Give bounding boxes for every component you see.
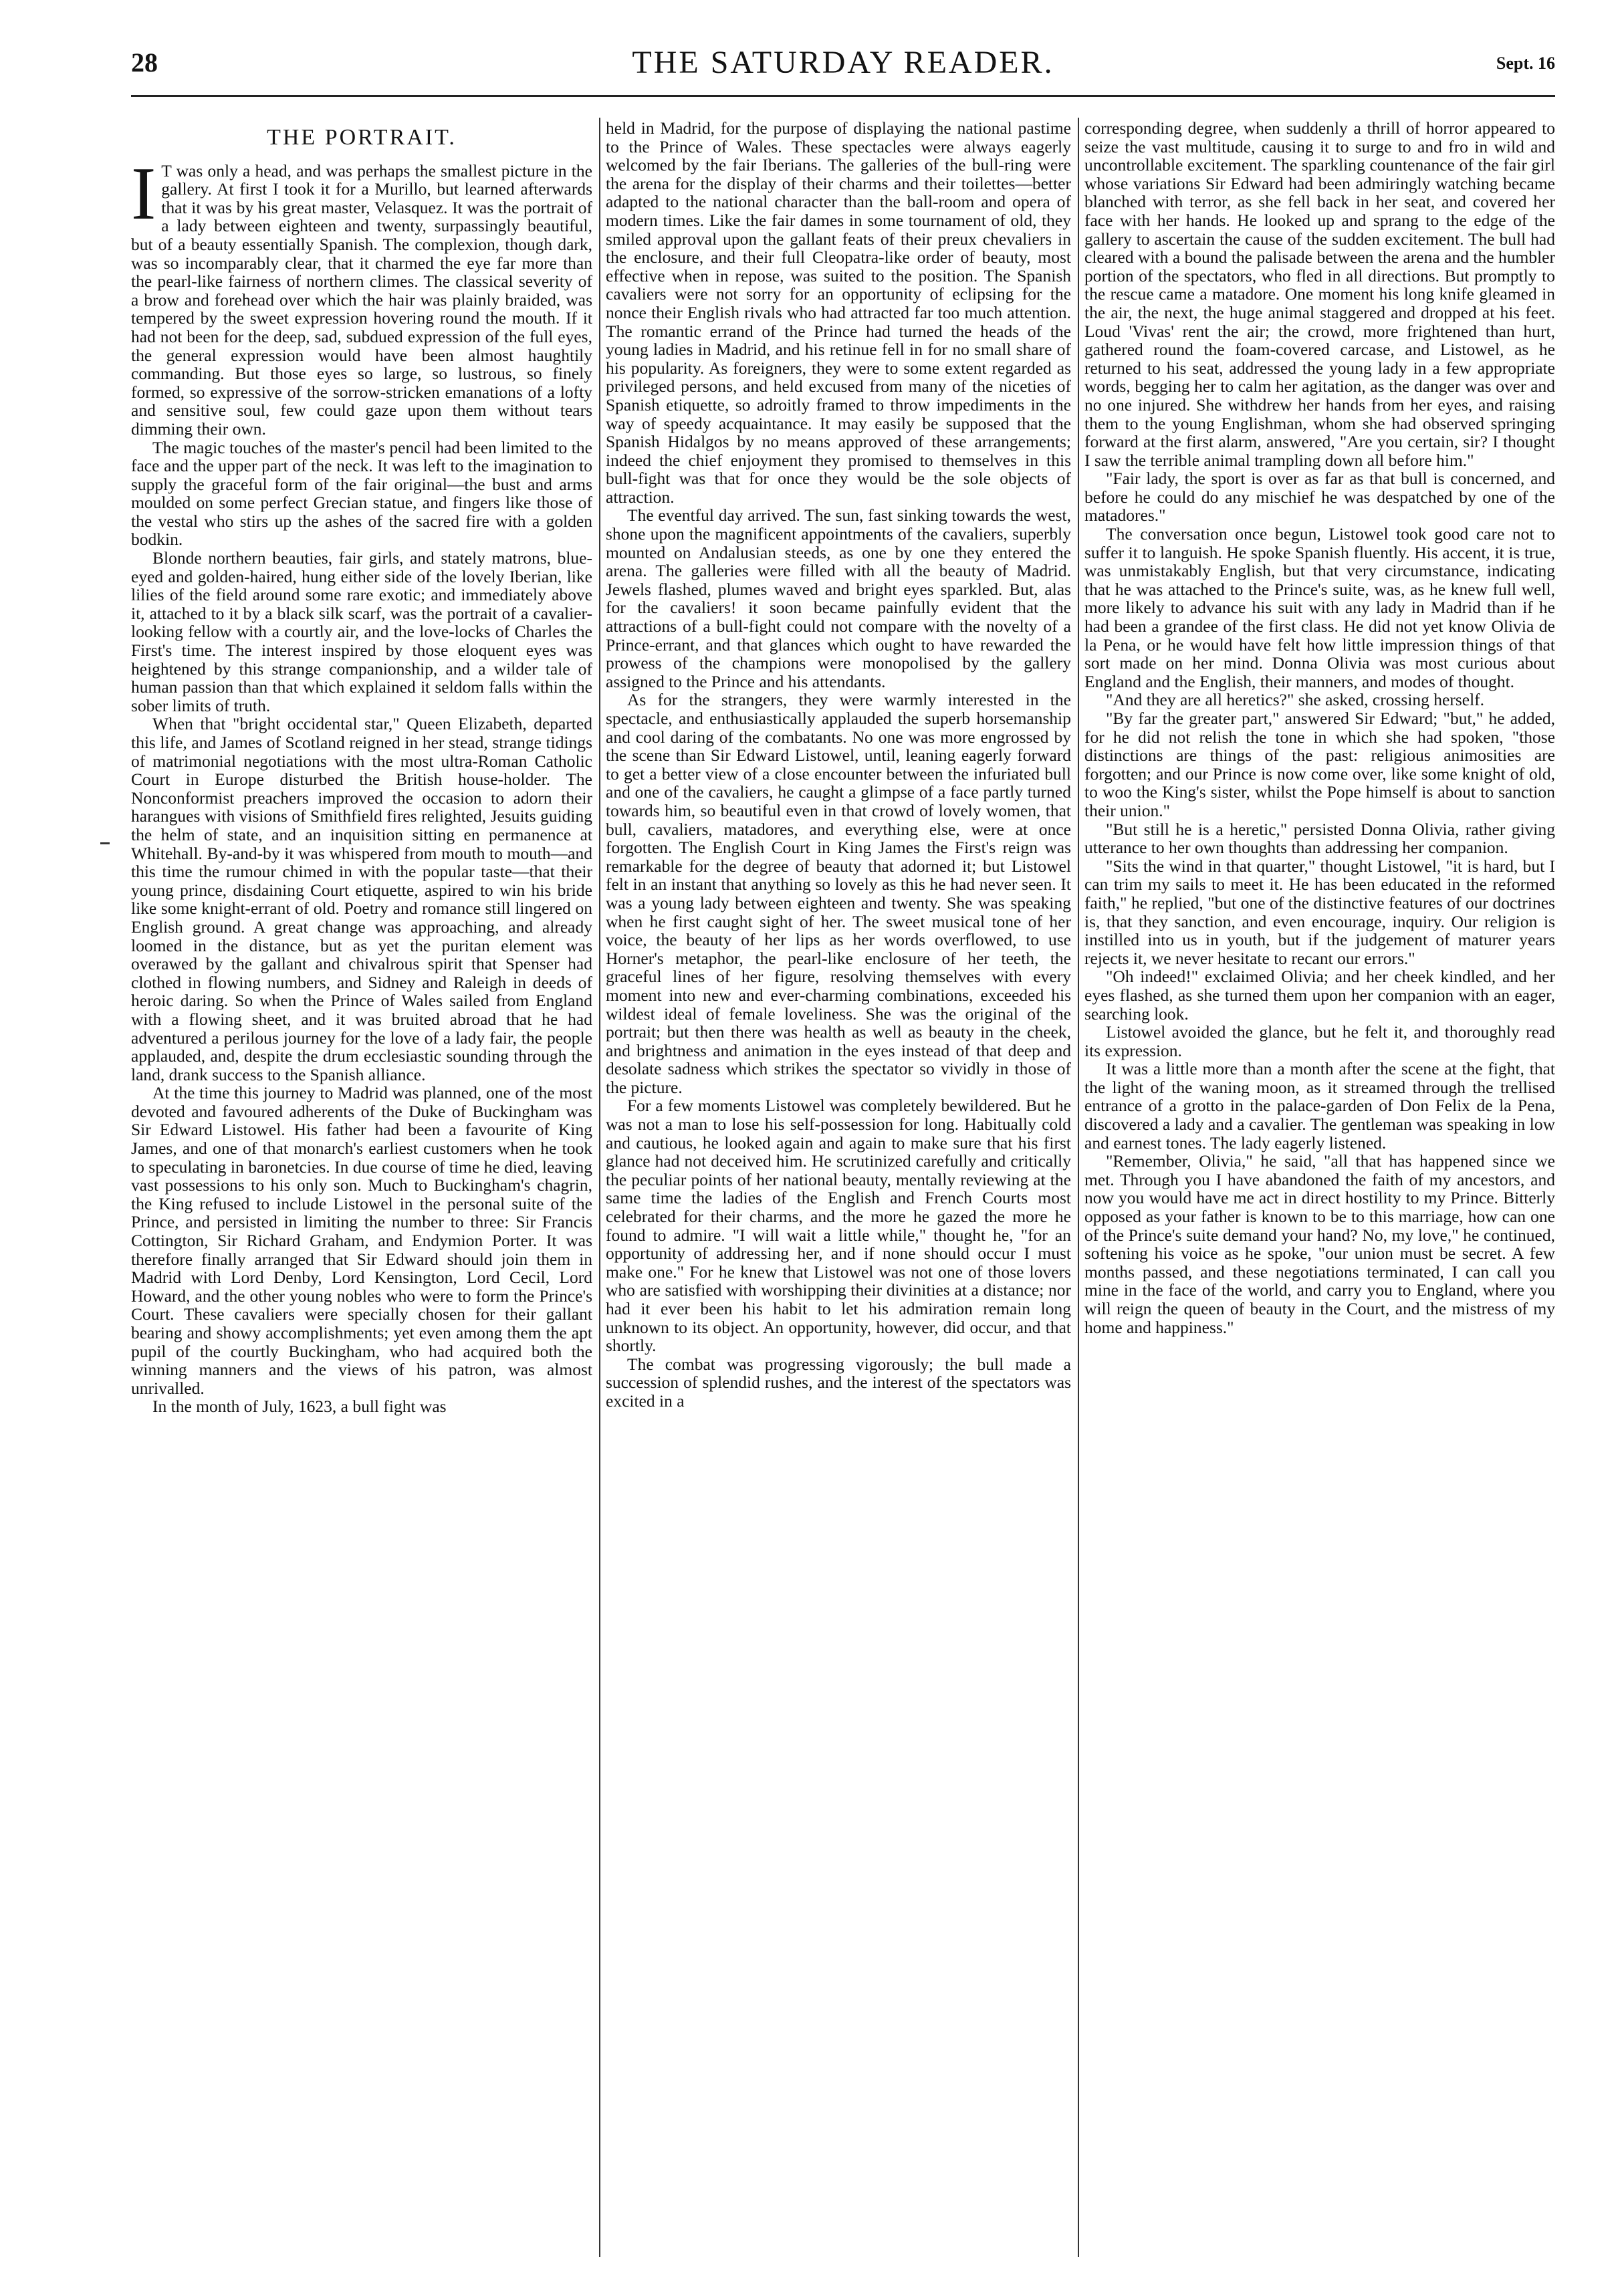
article-paragraph: "Oh indeed!" exclaimed Olivia; and her cheek kindled, and her eyes flashed, as she turned them upon her companion with an eager, searching look. (1084, 967, 1555, 1024)
column-rule (1078, 118, 1079, 2257)
column-rule (599, 118, 600, 2257)
article-paragraph: In the month of July, 1623, a bull fight was (152, 1397, 447, 1417)
article-paragraph: The combat was progressing vigorously; the bull made a succession of splendid rushes, and the interest of the spectators was excited in a (606, 1354, 1071, 1411)
article-paragraph: held in Madrid, for the purpose of displaying the national pastime to the Prince of Wales. These spectacles were always eagerly welcomed by the fair Iberians. The galleries of the bull-ring were the arena for the display of their charms and their toilettes—better adapted to the national character than the ball-room and opera of modern times. Like the fair dames in some tournament of old, they smiled approval upon the gallant feats of their preux chevaliers in the enclosure, and their full Cleopatra-like order of beauty, most effective when in repose, was suited to the position. The Spanish cavaliers were not sorry for an opportunity of eclipsing for the nonce their English rivals who had attracted far too much attention. The romantic errand of the Prince had turned the heads of the young ladies in Madrid, and his retinue fell in for no small share of his popularity. As foreigners, they were to some extent regarded as privileged persons, and held excused from many of the niceties of Spanish etiquette, so adroitly framed to throw impediments in the way of speedy acquaintance. It may easily be supposed that the Spanish Hidalgos by no means approved of these arrangements; indeed the chief enjoyment they promised to themselves in this bull-fight was that for once they would be the sole objects of attraction. (606, 119, 1071, 507)
article-paragraph (131, 152, 592, 439)
story-title: THE PORTRAIT. (267, 125, 457, 150)
article-paragraph: corresponding degree, when suddenly a thrill of horror appeared to seize the vast multitude, causing it to surge to and fro in wild and uncontrollable excitement. The sparkling countenance of the fair girl whose variations Sir Edward had been admiringly watching became blanched with terror, as she fell back in her seat, and covered her face with her hands. He looked up and sprang to the edge of the gallery to ascertain the cause of the sudden excitement. The bull had cleared with a bound the palisade between the arena and the humbler portion of the spectators, who fled in all directions. But promptly to the rescue came a matadore. One moment his long knife gleamed in the air, the next, the huge animal staggered and dropped at his feet. Loud 'Vivas' rent the air; the crowd, more frightened than hurt, gathered round the foam-covered carcase, and Listowel, as he returned to his seat, addressed the young lady in a few appropriate words, begging her to calm her agitation, as the danger was over and no one injured. She withdrew her hands from her eyes, and raising them to the young Englishman, whom she had observed springing forward at the first alarm, answered, "Are you certain, sir? I thought I saw the terrible animal trampling down all before him." (1084, 119, 1555, 470)
page-number: 28 (131, 47, 158, 78)
column-2 (606, 119, 1071, 2262)
drop-cap: I (131, 152, 156, 235)
column-3 (1084, 119, 1555, 2262)
article-paragraph: "Sits the wind in that quarter," thought Listowel, "it is hard, but I can trim my sails to meet it. He has been educated in the reformed faith," he replied, "but one of the distinctive features of our doctrines is, that they sanction, and even encourage, inquiry. Our religion is instilled into us in youth, but if the judgement of maturer years rejects it, we never hesitate to recant our errors." (1084, 856, 1555, 968)
article-paragraph: "By far the greater part," answered Sir Edward; "but," he added, for he did not relish the tone in which she had spoken, "those distinctions are things of the past: religious animosities are forgotten; and our Prince is now come over, like some knight of old, to woo the King's sister, whilst the Pope himself is about to sanction their union." (1084, 709, 1555, 820)
masthead (131, 47, 1555, 87)
article-paragraph: At the time this journey to Madrid was planned, one of the most devoted and favoured adherents of the Duke of Buckingham was Sir Edward Listowel. His father had been a favourite of King James, and one of that monarch's earliest customers when he took to speculating in baronetcies. In due course of time he died, leaving vast possessions to his only son. Much to Buckingham's chagrin, the King refused to include Listowel in the personal suite of the Prince, and persisted in limiting the number to three: Sir Francis Cottington, Sir Richard Graham, and Endymion Porter. It was therefore finally arranged that Sir Edward should join them in Madrid with Lord Denby, Lord Kensington, Lord Cecil, Lord Howard, and the other young nobles who were to form the Prince's Court. These cavaliers were specially chosen for their gallant bearing and showy accomplishments; yet even among them the apt pupil of the courtly Buckingham, who had acquired both the winning manners and the views of his patron, was almost unrivalled. (131, 1083, 592, 1398)
article-paragraph: Blonde northern beauties, fair girls, and stately matrons, blue-eyed and golden-haired, hung either side of the lovely Iberian, like lilies of the field around some rare exotic; and immediately above it, attached to it by a black silk scarf, was the portrait of a cavalier-looking fellow with a courtly air, and the love-locks of Charles the First's time. The interest inspired by those eloquent eyes was heightened by this strange companionship, and a wilder tale of human passion than that which explained it seldom falls within the sober limits of truth. (131, 548, 592, 715)
article-paragraph: The conversation once begun, Listowel took good care not to suffer it to languish. He spoke Spanish fluently. His accent, it is true, was unmistakably English, but that very circumstance, indicating that he was attached to the Prince's suite, was, as he knew full well, more likely to advance his suit with any lady in Madrid than if he had been a grandee of the first class. He did not yet know Olivia de la Pena, or he would have felt how little impression things of that sort made on her mind. Donna Olivia was most curious about England and the English, their manners, and modes of thought. (1084, 524, 1555, 691)
issue-date: Sept. 16 (1496, 53, 1555, 73)
article-paragraph: For a few moments Listowel was completely bewildered. But he was not a man to lose his self-possession for long. Habitually cold and cautious, he looked again and again to make sure that his first glance had not deceived him. He scrutinized carefully and critically the peculiar points of her national beauty, mentally reviewing at the same time the ladies of the English and French Courts most celebrated for their charms, and the more he gazed the more he found to admire. "I will wait a little while," thought he, "for an opportunity of addressing her, and if none should occur I must make one." For he knew that Listowel was not one of those lovers who are satisfied with worshipping their divinities at a distance; nor had it ever been his habit to let his admiration remain long unknown to its object. An opportunity, however, did occur, and that shortly. (606, 1096, 1071, 1356)
article-paragraph: When that "bright occidental star," Queen Elizabeth, departed this life, and James of Scotland reigned in her stead, strange tidings of matrimonial negotiations with the most ultra-Roman Catholic Court in Europe disturbed the British house-holder. The Nonconformist preachers improved the occasion to adorn their harangues with visions of Smithfield fires relighted, Jesuits guiding the helm of state, and an inquisition sitting en permanence at Whitehall. By-and-by it was whispered from mouth to mouth—and this time the rumour chimed in with the popular taste—that their young prince, disdaining Court etiquette, aspired to win his bride like some knight-errant of old. Poetry and romance still lingered on English ground. A great change was approaching, and already loomed in the distance, but as yet the puritan element was overawed by the gallant and chivalrous spirit that Spenser had clothed in flowing numbers, and Sidney and Raleigh in deeds of heroic daring. So when the Prince of Wales sailed from England with a flowing sheet, and it was bruited abroad that he had adventured a perilous journey for the love of a lady fair, the people applauded, and, despite the drum ecclesiastic sounding through the land, drank success to the Spanish alliance. (131, 714, 592, 1084)
column-1 (131, 119, 592, 2262)
paragraph-text: T was only a head, and was perhaps the smallest picture in the gallery. At first I took it for a Murillo, but learned afterwards that it was by his great master, Velasquez. It was the portrait of a lady between eighteen and twenty, surpassingly beautiful, but of a beauty essentially Spanish. The complexion, though dark, was so incomparably clear, that it charmed the eye far more than the pearl-like fairness of northern climes. The classical severity of a brow and forehead over which the hair was plainly braided, was tempered by the sweet expression hovering round the mouth. If it had not been for the deep, sad, subdued expression of the full eyes, the general expression would have been almost haughtily commanding. But those eyes so large, so lustrous, so finely formed, so expressive of the sorrow-stricken emanations of a lofty and sensitive soul, few could gaze upon them without tears dimming their own. (131, 160, 592, 439)
margin-mark (100, 842, 110, 844)
article-paragraph: The eventful day arrived. The sun, fast sinking towards the west, shone upon the magnificent appointments of the cavaliers, superbly mounted on Andalusian steeds, as one by one they entered the arena. The galleries were filled with all the beauty of Madrid. Jewels flashed, plumes waved and bright eyes sparkled. But, alas for the cavaliers! it soon became painfully evident that the attractions of a bull-fight could not compare with the novelty of a Prince-errant, and that glances which ought to have rewarded the prowess of the champions were monopolised by the gallery assigned to the Prince and his attendants. (606, 505, 1071, 691)
article-paragraph: "But still he is a heretic," persisted Donna Olivia, rather giving utterance to her own thoughts than addressing her companion. (1084, 819, 1555, 858)
article-paragraph: The magic touches of the master's pencil had been limited to the face and the upper part of the neck. It was left to the imagination to supply the graceful form of the fair original—the bust and arms moulded on some perfect Grecian statue, and fingers like those of the vestal who stirs up the ashes of the sacred fire with a golden bodkin. (131, 437, 592, 550)
journal-title: THE SATURDAY READER. (632, 45, 1054, 80)
header-rule (131, 95, 1555, 97)
article-paragraph: "Remember, Olivia," he said, "all that has happened since we met. Through you I have abandoned the faith of my ancestors, and now you would have me act in direct hostility to my Prince. Bitterly opposed as your father is known to be to this marriage, how can one of the Prince's suite demand your hand? No, my love," he continued, softening his voice as he spoke, "our union must be secret. A few months passed, and these negotiations terminated, I can call you mine in the face of the world, and carry you to England, where you will reign the queen of beauty in the Court, and the mistress of my home and happiness." (1084, 1151, 1555, 1337)
article-paragraph: It was a little more than a month after the scene at the fight, that the light of the waning moon, as it streamed through the trellised entrance of a grotto in the palace-garden of Don Felix de la Pena, discovered a lady and a cavalier. The gentleman was speaking in low and earnest tones. The lady eagerly listened. (1084, 1059, 1555, 1153)
article-paragraph: "Fair lady, the sport is over as far as that bull is concerned, and before he could do any mischief he was despatched by one of the matadores." (1084, 469, 1555, 525)
article-paragraph: "And they are all heretics?" she asked, crossing herself. (1106, 690, 1485, 710)
article-paragraph: As for the strangers, they were warmly interested in the spectacle, and enthusiastically applauded the superb horsemanship and cool daring of the combatants. No one was more engrossed by the scene than Sir Edward Listowel, until, leaning eagerly forward to get a better view of a close encounter between the infuriated bull and one of the cavaliers, he caught a glimpse of a face partly turned towards him, so beautiful even in that crowd of lovely women, that bull, cavaliers, matadores, and everything else, were at once forgotten. The English Court in King James the First's reign was remarkable for the degree of beauty that adorned it; but Listowel felt in an instant that anything so lovely as this he had never seen. It was a young lady between eighteen and twenty. She was speaking when he first caught sight of her. The sweet musical tone of her voice, the beauty of her lips as her words overflowed, to use Horner's metaphor, the pearl-like enclosure of her teeth, the graceful lines of her figure, resolving themselves with every moment into new and ever-charming combinations, exceeded his wildest ideal of female loveliness. She was the original of the portrait; but then there was health as well as beauty in the cheek, and brightness and animation in the eyes instead of that deep and desolate sadness which strikes the spectator so vividly in those of the picture. (606, 690, 1071, 1097)
article-paragraph: Listowel avoided the glance, but he felt it, and thoroughly read its expression. (1084, 1022, 1555, 1060)
